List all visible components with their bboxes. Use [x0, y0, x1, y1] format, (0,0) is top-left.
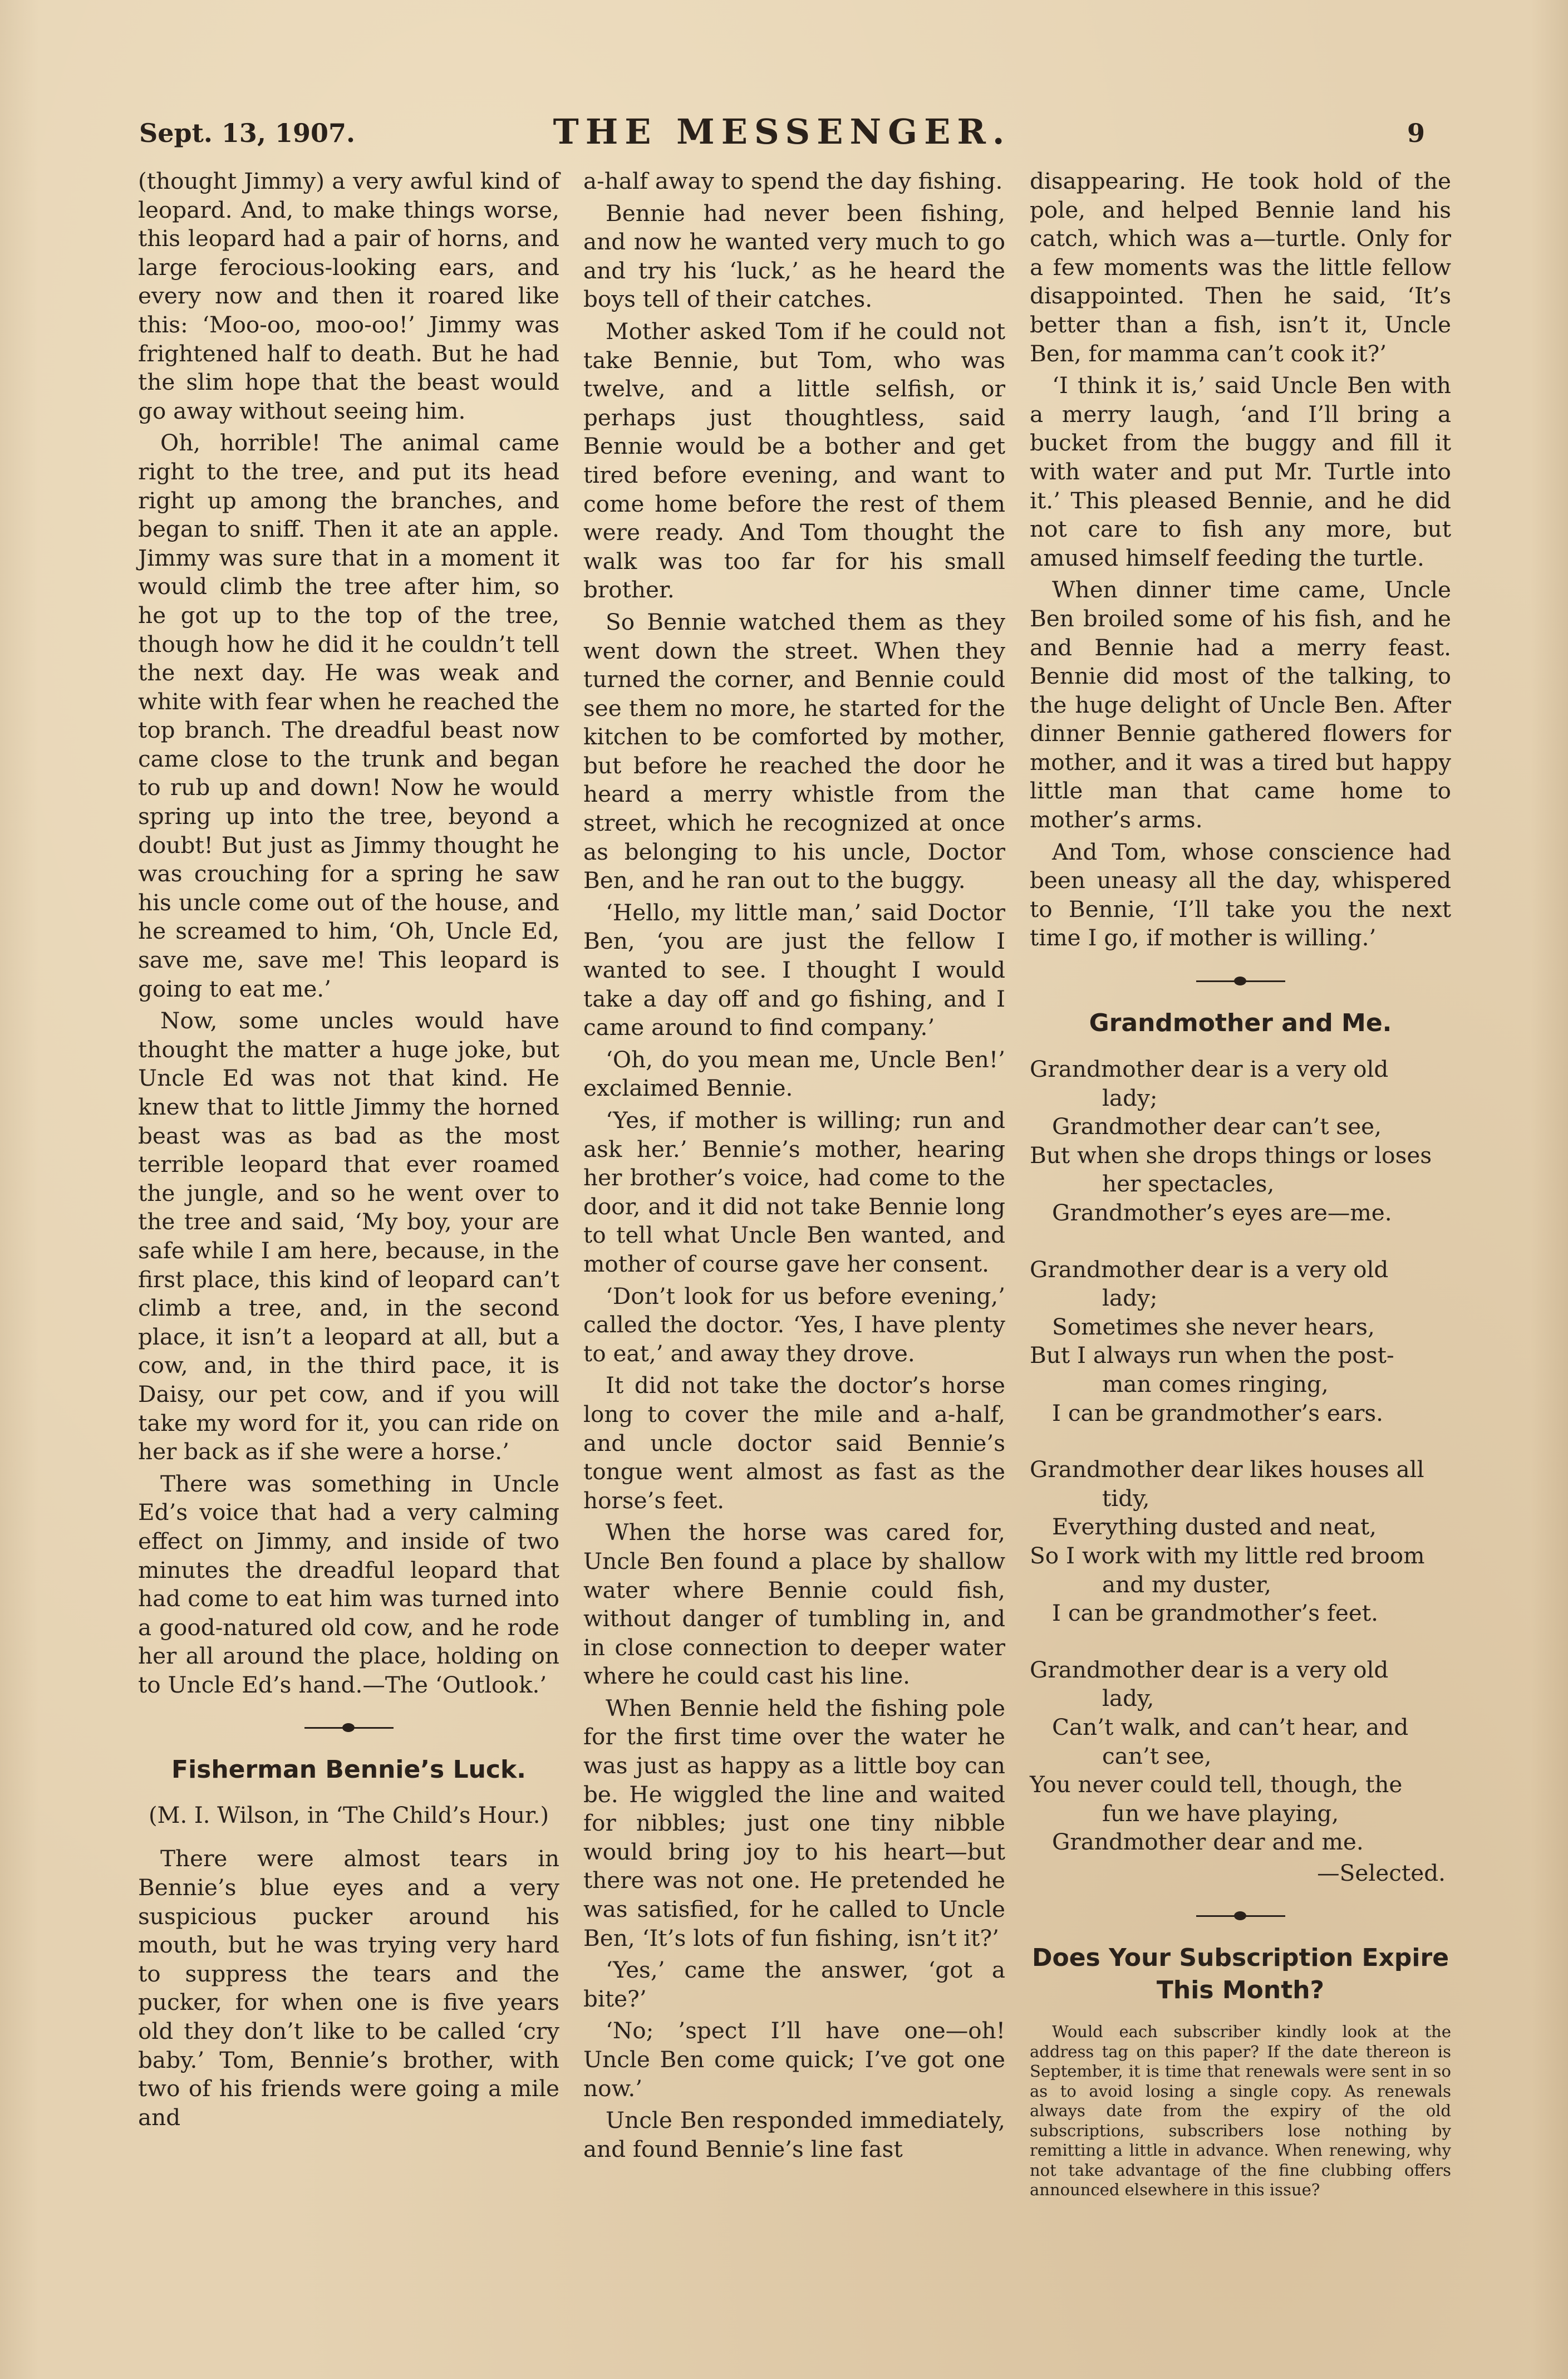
paragraph: When the horse was cared for, Uncle Ben found a place by shallow water where Bennie could fish, without danger of tumbling in, and in close connection to deeper water where he could cast his line.: [583, 1519, 1005, 1690]
paragraph: (thought Jimmy) a very awful kind of leopard. And, to make things worse, this leopard had a pair of horns, and large ferocious-looking ears, and every now and then it roared like this: ‘Moo-oo, moo-oo!’ Jimmy was frightened half to death. But he had the slim hope that the beast would go away without seeing him.: [138, 168, 559, 424]
poem-line: Grandmother dear is a very old: [1030, 1056, 1389, 1083]
poem-stanza: [1030, 1255, 1451, 1428]
paragraph: Oh, horrible! The animal came right to the tree, and put its head right up among the branches, and began to sniff. Then it ate an apple. Jimmy was sure that in a moment it would climb the tree after him, so he got up to the top of the tree, though how he did it he couldn’t tell the next day. He was weak and white with fear when he reached the top branch. The dreadful beast now came close to the trunk and began to rub up and down! Now he would spring up into the tree, beyond a doubt! But just as Jimmy thought he was crouching for a spring he saw his uncle come out of the house, and he screamed to him, ‘Oh, Uncle Ed, save me, save me! This leopard is going to eat me.’: [138, 429, 559, 1002]
poem-stanza: [1030, 1455, 1451, 1628]
paragraph: ‘Yes, if mother is willing; run and ask her.’ Bennie’s mother, hearing her brother’s voice, had come to the door, and it did not take Bennie long to tell what Uncle Ben wanted, and mother of course gave her consent.: [583, 1107, 1005, 1277]
poem-stanza: [1030, 1055, 1451, 1228]
poem-line: But I always run when the post-: [1030, 1342, 1394, 1369]
poem-line: fun we have playing,: [1102, 1799, 1339, 1827]
paragraph: ‘I think it is,’ said Uncle Ben with a merry laugh, ‘and I’ll bring a bucket from the buggy and fill it with water and put Mr. Turtle into it.’ This pleased Bennie, and he did not care to fish any more, but amused himself feeding the turtle.: [1030, 372, 1451, 571]
paragraph: Uncle Ben responded immediately, and found Bennie’s line fast: [583, 2107, 1005, 2162]
poem-line: Grandmother dear and me.: [1052, 1828, 1364, 1856]
paragraph: When dinner time came, Uncle Ben broiled some of his fish, and he and Bennie had a merry feast. Bennie did most of the talking, to the huge delight of Uncle Ben. After dinner Bennie gathered flowers for mother, and it was a tired but happy little man that came home to mother’s arms.: [1030, 576, 1451, 833]
poem-line: tidy,: [1102, 1484, 1150, 1512]
notice-text: Would each subscriber kindly look at the address tag on this paper? If the date thereon is September, it is time that renewals were sent in so as to avoid losing a single copy. As renewals always date from the expiry of the old subscriptions, subscribers lose nothing by remitting a little in advance. When renewing, why not take advantage of the fine clubbing offers announced elsewhere in this issue?: [1030, 2022, 1451, 2200]
column-2: [583, 167, 1005, 2167]
poem-line: But when she drops things or loses: [1030, 1141, 1432, 1169]
paragraph: There were almost tears in Bennie’s blue eyes and a very suspicious pucker around his mouth, but he was trying very hard to suppress the tears and the pucker, for when one is five years old they don’t like to be called ‘cry baby.’ Tom, Bennie’s brother, with two of his friends were going a mile and: [138, 1845, 559, 2131]
paragraph: ‘Don’t look for us before evening,’ called the doctor. ‘Yes, I have plenty to eat,’ and away they drove.: [583, 1282, 1005, 1367]
poem-line: can’t see,: [1102, 1742, 1212, 1769]
poem-line: Sometimes she never hears,: [1052, 1313, 1375, 1340]
poem-signature: —Selected.: [1317, 1859, 1446, 1886]
poem-line: lady;: [1102, 1284, 1158, 1312]
paragraph: ‘Oh, do you mean me, Uncle Ben!’ exclaimed Bennie.: [583, 1046, 1005, 1102]
poem-stanza: [1030, 1656, 1451, 1857]
paragraph: So Bennie watched them as they went down the street. When they turned the corner, and Bennie could see them no more, he started for the kitchen to be comforted by mother, but before he reached the door he heard a merry whistle from the street, which he recognized at once as belonging to his uncle, Doctor Ben, and he ran out to the buggy.: [583, 608, 1005, 894]
poem-line: her spectacles,: [1102, 1170, 1275, 1198]
masthead: [139, 111, 1425, 150]
paragraph: It did not take the doctor’s horse long to cover the mile and a-half, and uncle doctor said Bennie’s tongue went almost as fast as the horse’s feet.: [583, 1372, 1005, 1514]
paragraph: disappearing. He took hold of the pole, and helped Bennie land his catch, which was a—turtle. Only for a few moments was the little fellow disappointed. Then he said, ‘It’s better than a fish, isn’t it, Uncle Ben, for mamma can’t cook it?’: [1030, 168, 1451, 367]
section-divider: [304, 1719, 394, 1736]
poem-line: Grandmother dear likes houses all: [1030, 1456, 1424, 1483]
section-divider: [1196, 973, 1285, 989]
poem-line: So I work with my little red broom: [1030, 1542, 1425, 1569]
story-title: Fisherman Bennie’s Luck.: [171, 1755, 526, 1784]
poem-title: Grandmother and Me.: [1089, 1009, 1392, 1038]
paragraph: Now, some uncles would have thought the matter a huge joke, but Uncle Ed was not that kind. He knew that to little Jimmy the horned beast was as bad as the most terrible leopard that ever roamed the jungle, and so he went over to the tree and said, ‘My boy, your are safe while I am here, because, in the first place, this kind of leopard can’t climb a tree, and, in the second place, it isn’t a leopard at all, but a cow, and, in the third pace, it is Daisy, our pet cow, and if you will take my word for it, you can ride on her back as if she were a horse.’: [138, 1007, 559, 1465]
poem-line: lady,: [1102, 1685, 1154, 1712]
poem-line: Grandmother dear can’t see,: [1052, 1113, 1382, 1140]
page-number: 9: [1407, 118, 1425, 148]
column-1: [138, 167, 559, 2135]
section-divider: [1196, 1907, 1285, 1924]
poem-line: Grandmother dear is a very old: [1030, 1656, 1389, 1683]
poem-line: man comes ringing,: [1102, 1370, 1329, 1397]
subscription-notice: [1030, 2022, 1451, 2200]
paragraph: a-half away to spend the day fishing.: [583, 168, 1003, 194]
poem-line: Grandmother dear is a very old: [1030, 1255, 1389, 1283]
paragraph: ‘Hello, my little man,’ said Doctor Ben, ‘you are just the fellow I wanted to see. I thought I would take a day off and go fishing, and I came around to find company.’: [583, 899, 1005, 1041]
newspaper-title: THE MESSENGER.: [553, 111, 1011, 152]
paragraph: And Tom, whose conscience had been uneasy all the day, whispered to Bennie, ‘I’ll take you the next time I go, if mother is willing.’: [1030, 838, 1451, 951]
paragraph: ‘No; ’spect I’ll have one—oh! Uncle Ben come quick; I’ve got one now.’: [583, 2017, 1005, 2102]
poem-line: I can be grandmother’s feet.: [1052, 1600, 1378, 1627]
paragraph: ‘Yes,’ came the answer, ‘got a bite?’: [583, 1956, 1005, 2012]
poem-line: Grandmother’s eyes are—me.: [1052, 1199, 1392, 1226]
poem-line: I can be grandmother’s ears.: [1052, 1399, 1384, 1426]
paragraph: When Bennie held the fishing pole for the first time over the water he was just as happy as a little boy can be. He wiggled the line and waited for nibbles; just one tiny nibble would bring joy to his heart—but there was not one. He pretended he was satisfied, for he called to Uncle Ben, ‘It’s lots of fun fishing, isn’t it?’: [583, 1694, 1005, 1951]
paragraph: There was something in Uncle Ed’s voice that had a very calming effect on Jimmy, and inside of two minutes the dreadful leopard that had come to eat him was turned into a good-natured old cow, and he rode her all around the place, holding on to Uncle Ed’s hand.—The ‘Outlook.’: [138, 1470, 559, 1698]
issue-date: Sept. 13, 1907.: [139, 118, 356, 148]
poem-line: and my duster,: [1102, 1571, 1272, 1598]
paragraph: Mother asked Tom if he could not take Bennie, but Tom, who was twelve, and a little selfish, or perhaps just thoughtless, said Bennie would be a bother and get tired before evening, and want to come home before the rest of them were ready. And Tom thought the walk was too far for his small brother.: [583, 317, 1005, 604]
story-byline: (M. I. Wilson, in ‘The Child’s Hour.): [148, 1803, 549, 1829]
poem: [1030, 1055, 1451, 1887]
column-3: [1030, 167, 1451, 2200]
paragraph: Bennie had never been fishing, and now he wanted very much to go and try his ‘luck,’ as he heard the boys tell of their catches.: [583, 199, 1005, 313]
poem-line: lady;: [1102, 1084, 1158, 1111]
poem-line: Can’t walk, and can’t hear, and: [1052, 1713, 1409, 1740]
poem-line: You never could tell, though, the: [1030, 1771, 1403, 1798]
notice-title: Does Your Subscription Expire This Month?: [1031, 1944, 1449, 2005]
poem-line: Everything dusted and neat,: [1052, 1513, 1377, 1541]
